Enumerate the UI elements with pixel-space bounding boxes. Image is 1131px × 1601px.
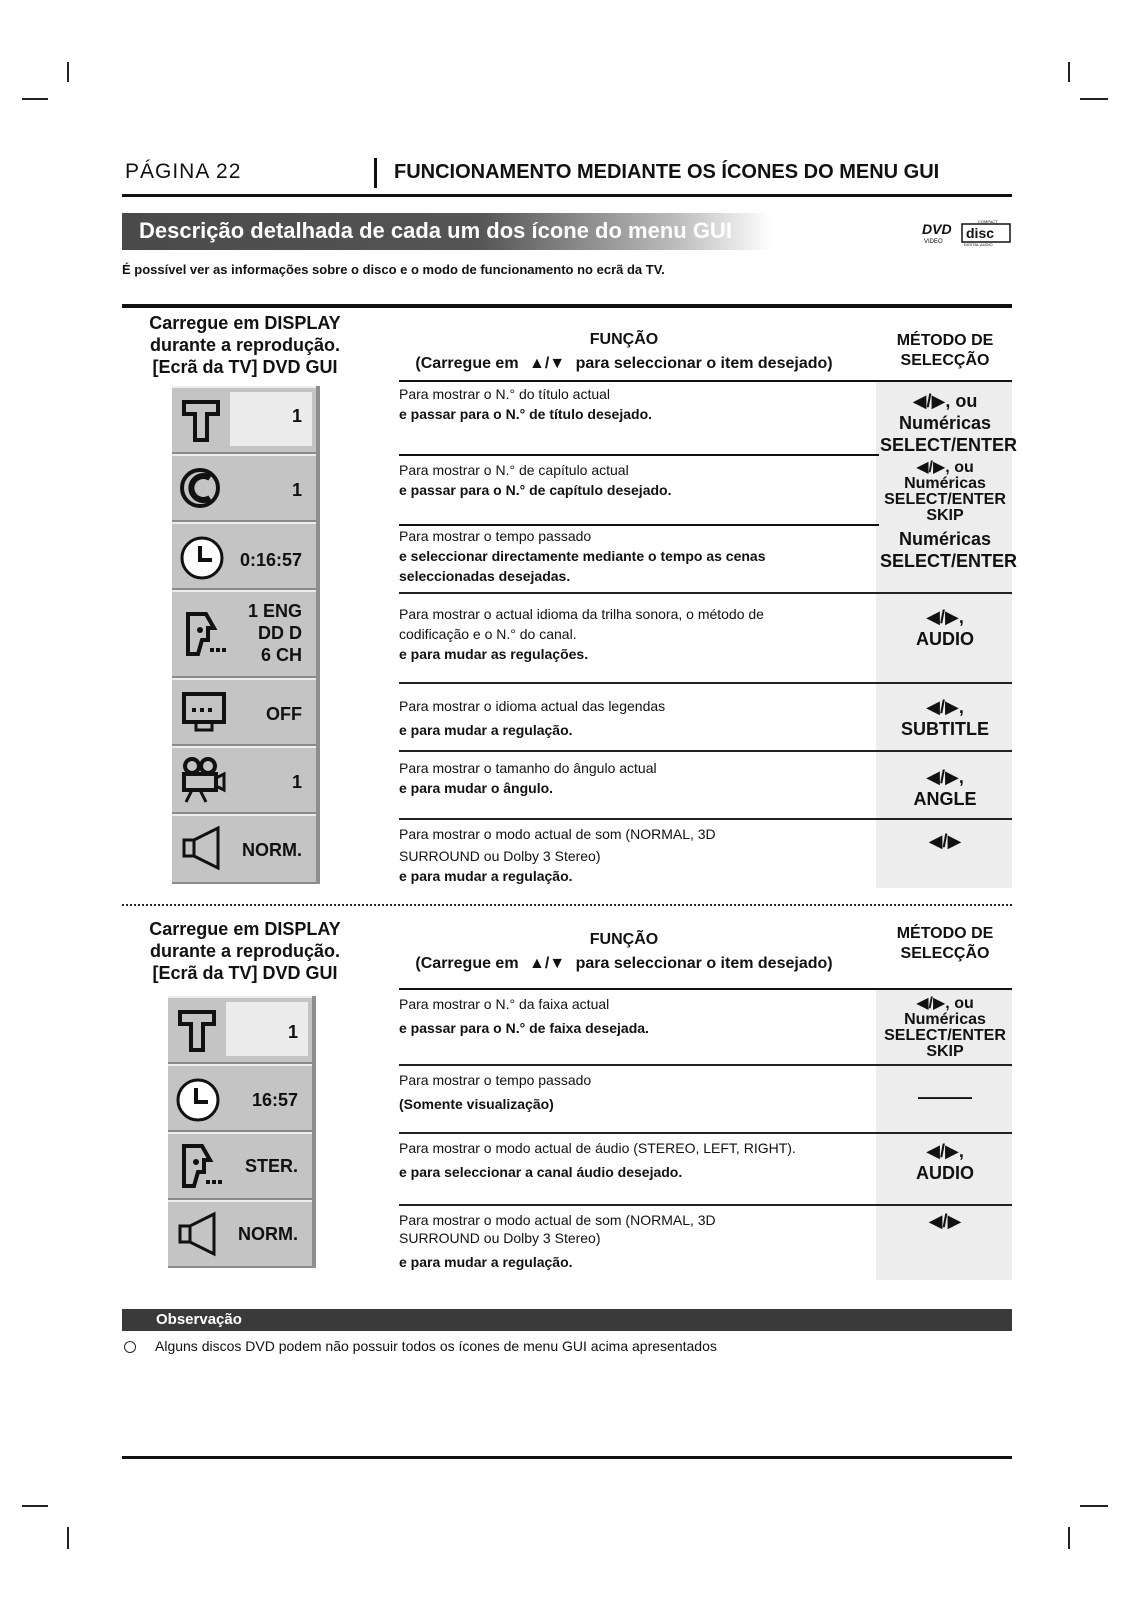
- footer-rule: [122, 1456, 1012, 1459]
- table-row: Para mostrar o tempo passado e seleccionar directamente mediante o tempo as cenas seleccionadas desejadas.: [399, 526, 1012, 594]
- clock-icon: [174, 1074, 224, 1122]
- gui-heading: Carregue em DISPLAY durante a reprodução. [Ecrã da TV] DVD GUI: [149, 919, 341, 983]
- audio-language-icon: [178, 610, 228, 658]
- gui-value: 1: [291, 406, 302, 426]
- gui-value: NORM.: [242, 840, 302, 860]
- table-row: Para mostrar o modo actual de som (NORMAL, 3D SURROUND ou Dolby 3 Stereo) e para mudar a regulação.: [399, 826, 716, 884]
- heading-line: durante a reprodução.: [149, 335, 341, 355]
- method-heading: MÉTODO DE SELECÇÃO: [896, 332, 994, 369]
- note-banner: [122, 1309, 1012, 1331]
- subtitle-icon: [178, 688, 228, 736]
- svg-text:disc: disc: [966, 225, 995, 241]
- note-title: Observação: [156, 1311, 242, 1328]
- crop-mark: [1068, 1527, 1070, 1549]
- gui-angle-cell: [172, 746, 316, 814]
- method-cell: ◀/▶: [928, 831, 962, 851]
- gui-title-cell: [168, 996, 312, 1064]
- function-heading: FUNÇÃO (Carregue em ▲/▼ para seleccionar o item desejado): [415, 931, 833, 972]
- gui-chapter-cell: [172, 454, 316, 522]
- heading-line: [Ecrã da TV] DVD GUI: [152, 357, 338, 377]
- table-row: Para mostrar o actual idioma da trilha sonora, o método de codificação e o N.° do canal. e para mudar as regulações.: [399, 594, 1012, 684]
- method-cell: ◀/▶, AUDIO: [916, 1141, 974, 1183]
- crop-mark: [1080, 1505, 1108, 1507]
- method-cell: Numéricas SELECT/ENTER: [880, 529, 1018, 571]
- speaker-sound-icon: [174, 1210, 224, 1258]
- gui-value: 0:16:57: [239, 550, 302, 570]
- method-cell: ◀/▶, ou Numéricas SELECT/ENTER SKIP: [884, 995, 1006, 1060]
- crop-mark: [1080, 98, 1108, 100]
- svg-text:COMPACT: COMPACT: [978, 219, 998, 224]
- method-heading: MÉTODO DE SELECÇÃO: [896, 925, 994, 962]
- crop-mark: [22, 1505, 48, 1507]
- banner-title: Descrição detalhada de cada um dos ícone do menu GUI: [139, 218, 732, 243]
- section-banner: [122, 213, 772, 250]
- method-cell: ———: [918, 1087, 972, 1107]
- gui-value: NORM.: [238, 1224, 298, 1244]
- function-heading: [399, 328, 849, 376]
- dvd-cd-logo-icon: [920, 218, 1012, 246]
- method-cell: ◀/▶, ou Numéricas SELECT/ENTER SKIP: [884, 459, 1006, 524]
- up-down-arrows-icon: ▲/▼: [529, 355, 566, 372]
- title-icon: [174, 1006, 224, 1054]
- method-cell: ◀/▶, ANGLE: [913, 767, 977, 809]
- method-cell: ◀/▶, SUBTITLE: [901, 697, 989, 739]
- gui-value: 16:57: [251, 1090, 298, 1110]
- chapter-icon: [178, 464, 228, 512]
- up-down-arrows-icon: ▲/▼: [529, 955, 566, 972]
- speaker-sound-icon: [178, 824, 228, 872]
- angle-camera-icon: [178, 756, 228, 804]
- gui-subtitle-cell: [172, 678, 316, 746]
- svg-text:DIGITAL AUDIO: DIGITAL AUDIO: [964, 242, 993, 246]
- table-row: Para mostrar o modo actual de áudio (STEREO, LEFT, RIGHT). e para seleccionar a canal áudio desejado.: [399, 1134, 1012, 1206]
- gui-panel: [168, 996, 316, 1268]
- crop-mark: [1068, 62, 1070, 82]
- svg-text:DVD: DVD: [922, 221, 952, 237]
- gui-value: 1: [287, 1022, 298, 1042]
- gui-value: STER.: [244, 1156, 298, 1176]
- table-row: Para mostrar o modo actual de som (NORMAL, 3D SURROUND ou Dolby 3 Stereo) e para mudar a regulação.: [399, 1212, 716, 1270]
- note-text: Alguns discos DVD podem não possuir todos os ícones de menu GUI acima apresentados: [155, 1338, 717, 1354]
- gui-time-cell: [172, 522, 316, 590]
- clock-icon: [178, 532, 228, 580]
- gui-heading: [130, 312, 360, 378]
- audio-language-icon: [174, 1142, 224, 1190]
- method-cell: ◀/▶, AUDIO: [916, 607, 974, 649]
- method-cell: ◀/▶, ou Numéricas SELECT/ENTER: [880, 391, 1018, 455]
- table-row: Para mostrar o N.° da faixa actual e passar para o N.° de faixa desejada.: [399, 990, 1012, 1066]
- table-row: Para mostrar o N.° de capítulo actual e passar para o N.° de capítulo desejado.: [399, 462, 672, 498]
- gui-value: 1: [291, 480, 302, 500]
- page-title: FUNCIONAMENTO MEDIANTE OS ÍCONES DO MENU GUI: [394, 161, 940, 183]
- gui-time-cell: [168, 1064, 312, 1132]
- function-title: FUNÇÃO: [589, 331, 659, 348]
- svg-text:VIDEO: VIDEO: [924, 239, 943, 245]
- page-number: PÁGINA 22: [125, 160, 242, 183]
- header-divider: [374, 158, 377, 188]
- gui-value: OFF: [266, 704, 302, 724]
- gui-audio-cell: [168, 1132, 312, 1200]
- gui-panel: [172, 386, 320, 884]
- gui-value: 1: [291, 772, 302, 792]
- bullet-circle-icon: [124, 1341, 136, 1353]
- page-header: [122, 158, 1012, 197]
- table-row: Para mostrar o idioma actual das legendas e para mudar a regulação.: [399, 684, 1012, 752]
- gui-audio-cell: [172, 590, 316, 678]
- gui-audio-values: 1 ENG DD D 6 CH: [247, 601, 302, 665]
- table-row: Para mostrar o tamanho do ângulo actual e para mudar o ângulo.: [399, 752, 1012, 820]
- crop-mark: [22, 98, 48, 100]
- section-divider: [122, 904, 1012, 906]
- intro-text: É possível ver as informações sobre o disco e o modo de funcionamento no ecrã da TV.: [122, 262, 665, 277]
- crop-mark: [67, 62, 69, 82]
- table-row: Para mostrar o N.° do título actual e passar para o N.° de título desejado.: [399, 386, 653, 422]
- crop-mark: [67, 1527, 69, 1549]
- method-cell: ◀/▶: [928, 1211, 962, 1231]
- gui-sound-cell: [168, 1200, 312, 1268]
- gui-title-cell: [172, 386, 316, 454]
- title-icon: [178, 396, 228, 444]
- section-top-rule: [122, 304, 1012, 308]
- gui-sound-cell: [172, 814, 316, 884]
- table-row: Para mostrar o tempo passado (Somente visualização): [399, 1066, 1012, 1134]
- function-subtitle: (Carregue em ▲/▼ para seleccionar o item desejado): [415, 355, 833, 372]
- heading-line: Carregue em DISPLAY: [149, 313, 341, 333]
